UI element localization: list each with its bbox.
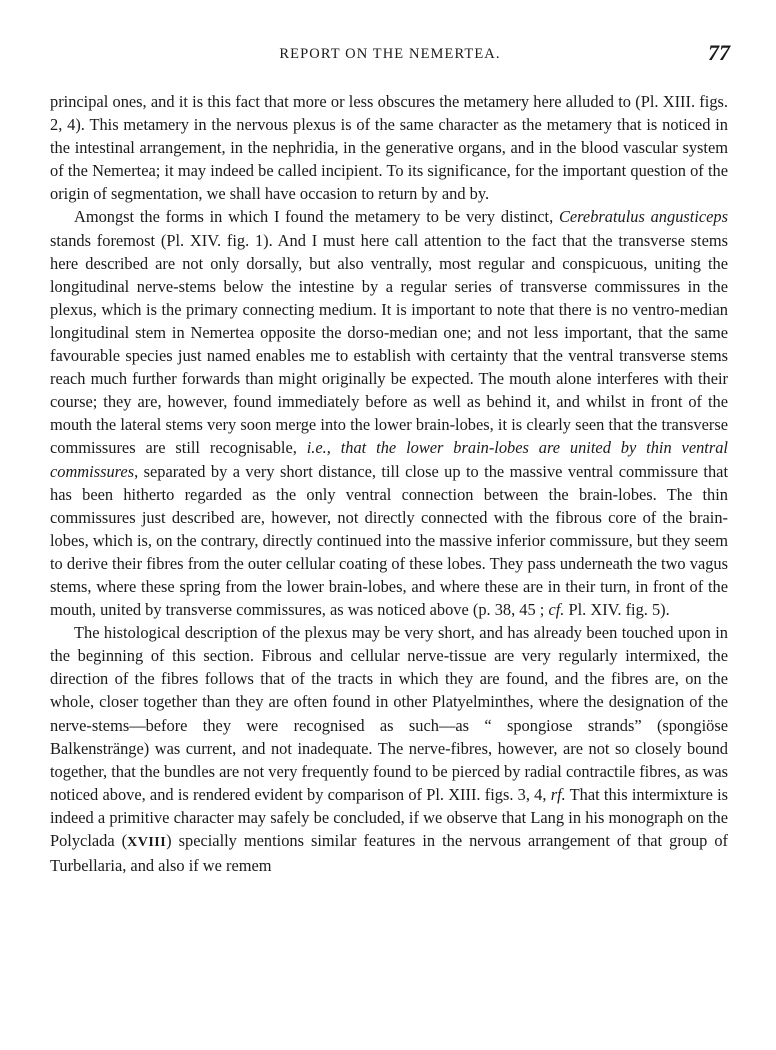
reference-numeral: XVIII [127,835,167,850]
text-run: Amongst the forms in which I found the metamery to be very distinct, [74,207,559,227]
running-head-title: REPORT ON THE NEMERTEA. [279,46,501,62]
page-number: 77 [708,40,730,65]
text-run: That this intermixture is indeed a primitive character may safely be concluded, if we observe that Lang in his monograph on the Polyclada ( [50,784,728,850]
text-run: stands foremost (Pl. XIV. fig. 1). And I must here call attention to the fact that the transverse stems here described are not only dorsally, but also ventrally, most regular and conspicuous, uniting the longitudinal nerve-stems below the intestine by a regular series of transverse commissures in the plexus, which is the primary connecting medium. It is important to note that there is no ventro-median longitudinal stem in Nemertea opposite the dorso-median one; and not less important, that the same favourable species just named enables me to establish with certainty that the ventral transverse stems reach much further forwards than might originally be expected. The mouth alone interferes with their course; they are, however, found immediately before as well as behind it, and whilst in front of the mouth the lateral stems very soon merge into the lower brain-lobes, it is clearly seen that the transverse commissures are still recognisable, [50,230,728,458]
text-run: The histological description of the plexus may be very short, and has already been touched upon in the beginning of this section. Fibrous and cellular nerve-tissue are very regularly intermixed, the direction of the fibres follows that of the tracts in which they are found, and the fibres are, on the whole, closer together than they are often found in other Platyelminthes, where the designation of the nerve-stems—before they were recognised as such—as “ spongiose strands” (spongiöse Balkenstränge) was current, and not inadequate. The nerve-fibres, however, are not so closely bound together, that the bundles are not very frequently found to be pierced by radial contractile fibres, as was noticed above, and is rendered evident by comparison of Pl. XIII. figs. 3, 4, [50,623,728,804]
text-run: principal ones, and it is this fact that more or less obscures the metamery here alluded to (Pl. XIII. figs. 2, 4). This metamery in the nervous plexus is of the same character as the metamery that is noticed in the intestinal arrangement, in the nephridia, in the generative organs, and in the blood vascular system of the Nemertea; it may indeed be called incipient. To its significance, for the important question of the origin of segmentation, we shall have occasion to return by and by. [50,92,728,204]
paragraph [50,90,728,205]
paragraph [50,205,728,621]
paragraph [50,621,728,877]
italic-text: cf. [548,600,565,620]
text-run: , separated by a very short distance, till close up to the massive ventral commissure that has been hitherto regarded as the only ventral connection between the brain-lobes. The thin commissures just described are, however, not directly connected with the fibrous core of the brain-lobes, which is, on the contrary, directly continued into the massive inferior commissure, but they seem to derive their fibres from the outer cellular coating of these lobes. They pass underneath the two vagus stems, where these spring from the lower brain-lobes, and where these are in their turn, in front of the mouth, united by transverse commissures, as was noticed above (p. 38, 45 ; [50,461,728,620]
text-run: Pl. XIV. fig. 5). [564,600,670,620]
running-head [50,40,730,70]
italic-text: rf. [550,784,566,804]
italic-text: Cerebratulus angusticeps [558,207,728,227]
body-text [50,90,728,877]
italic-text: i.e., that the lower brain-lobes are united by thin ventral commissures [50,438,728,481]
text-run: ) specially mentions similar features in the nervous arrangement of that group of Turbellaria, and also if we remem [50,831,728,876]
